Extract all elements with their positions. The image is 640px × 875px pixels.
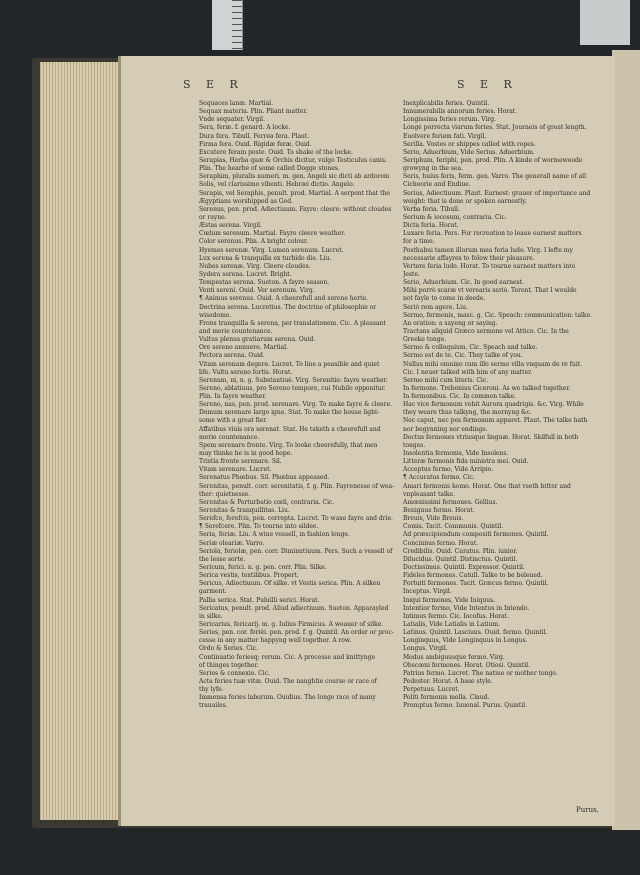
dictionary-line: Sericum, ferici. n. g. pen. corr. Plin. Silke.: [199, 564, 327, 572]
dictionary-line: or rayne.: [199, 213, 227, 221]
measuring-ruler-left: [212, 0, 243, 50]
dictionary-line: Inceptus. Virgil.: [403, 588, 452, 596]
dictionary-line: An oration: a sayeng or saying.: [403, 319, 498, 327]
dictionary-line: Ad præscipiendum compositi fermones. Quintil.: [403, 531, 549, 539]
dictionary-line: tonges.: [403, 441, 426, 449]
dictionary-line: Sericatus, penult. prod. Aliud adiectiuum. Sueton. Apparayled: [199, 604, 389, 612]
dictionary-line: Pedester. Horat. A base style.: [403, 677, 493, 685]
dictionary-line: and merie countenance.: [199, 327, 273, 335]
dictionary-line: Greeke tonge.: [403, 336, 447, 344]
dictionary-line: Dicta feria. Horat.: [403, 222, 459, 230]
dictionary-line: Color serenus. Plin. A bright colour.: [199, 238, 309, 246]
dictionary-line: Serio, Aduerbium, Vide Serius. Aduerbium.: [403, 148, 535, 156]
dictionary-line: Modus ambiguusque fermo. Virg.: [403, 653, 505, 661]
dictionary-line: Acta feries tuæ vitæ. Ouid. The naughtie course or race of: [199, 677, 377, 685]
running-head-left: S E R: [183, 78, 244, 91]
dictionary-line: Benignus fermo. Horat.: [403, 507, 475, 515]
measuring-ruler-right: [580, 0, 630, 45]
dictionary-line: Euolvere feriem fati. Virgil.: [403, 132, 487, 140]
dictionary-line: Jeste.: [403, 270, 420, 278]
dictionary-line: In fermonibus. Cic. In common talke.: [403, 393, 517, 401]
dictionary-line: Serefco, ferefcis, pen. correpta. Lucret. To waxe fayre and drie.: [199, 515, 393, 523]
dictionary-line: Intentior fermo, Vide Intentus in Intendo.: [403, 604, 530, 612]
dictionary-line: Innumerabilis annorum feries. Horat.: [403, 108, 518, 116]
dictionary-line: Promptus fermo. Iuuenal. Purus. Quintil.: [403, 702, 528, 710]
dictionary-line: Serenitas, penult. corr. serenitatis, f. g. Plin. Fayrenesse of wea-: [199, 482, 395, 490]
dictionary-line: Politi fermonis mella. Claud.: [403, 694, 490, 702]
dictionary-line: Fideles fermones. Catull. Talke to be beleued.: [403, 572, 543, 580]
dictionary-line: vnpleasant talke.: [403, 490, 455, 498]
dictionary-line: Seriæ oleariæ. Varro.: [199, 539, 265, 547]
dictionary-line: Credibilis. Ouid. Curatus. Plin. iunior.: [403, 547, 518, 555]
dictionary-line: Dilucidus. Quintil. Distinctus. Quintil.: [403, 555, 518, 563]
dictionary-line: Vnde sequater. Virgil.: [199, 116, 265, 124]
dictionary-line: Frons tranquilla & serena, per translationem. Cic. A pleasant: [199, 319, 386, 327]
dictionary-line: Posthabui tamen illorum mea feria ludo. Virg. I lefte my: [403, 246, 573, 254]
dictionary-line: Sequaces lanæ. Martial.: [199, 100, 273, 107]
dictionary-line: Mihi porrò scaræ vt verearis seriò. Terent. That I woulde: [403, 287, 577, 295]
catchword: Purus,: [576, 806, 599, 814]
dictionary-line: Longissima feries rerum. Virg.: [403, 116, 496, 124]
dictionary-line: Sera, feræ. f. genard. A locke.: [199, 124, 291, 132]
dictionary-line: Intimus fermo. Cic. Iocofus. Horat.: [403, 612, 509, 620]
dictionary-line: Insolentia fermonis, Vide Insolens.: [403, 450, 509, 458]
dictionary-line: Pectora serena. Ouid.: [199, 352, 265, 360]
dictionary-line: Sericus, Adiectiuum. Of silke. vt Vestis serica. Plin. A silken: [199, 580, 381, 588]
dictionary-line: Inexplicabilis feries. Quintil.: [403, 100, 490, 107]
dictionary-line: Fortuiti fermones. Tacit. Græcus fermo. Quintil.: [403, 580, 549, 588]
dictionary-line: Iniqui fermones, Vide Iniquus.: [403, 596, 496, 604]
dictionary-line: Domum serenare largo igne. Stat. To make the house light-: [199, 409, 380, 417]
dictionary-line: Venti sereni. Ouid. Ver serenum. Virg.: [199, 287, 315, 295]
dictionary-line: some with a great fier.: [199, 417, 268, 425]
dictionary-line: Serilla. Vostes or shippes called with ropes.: [403, 140, 536, 148]
dictionary-line: Verba feria. Tibull.: [403, 205, 460, 213]
dictionary-line: Perpetuus. Lucret.: [403, 686, 460, 694]
dictionary-line: Obscœni fermones. Horat. Otiosi. Quintil.: [403, 661, 530, 669]
dictionary-line: may thinke he is in good hope.: [199, 450, 293, 458]
dictionary-line: Cœlum serenum. Martial. Fayre cleere weather.: [199, 230, 346, 238]
dictionary-line: Serio, Aduerbium. Cic. In good earnest.: [403, 279, 524, 287]
dictionary-line: Doctissimus. Quintil. Expressor. Quintil.: [403, 564, 525, 572]
dictionary-line: Tempestas serena. Sueton. A fayre season.: [199, 279, 330, 287]
dictionary-line: cesse in any matter happyng well together. A row.: [199, 637, 352, 645]
dictionary-line: weight: that is done or spoken earnestly.: [403, 197, 527, 205]
dictionary-line: In fermone. Trebonius Ciceroni. As we talked together.: [403, 384, 571, 392]
dictionary-line: Vitam serenam degere. Lucret. To line a peasible and quiet: [199, 360, 380, 368]
dictionary-line: Latialis, Vide Latialis in Latium.: [403, 621, 500, 628]
dictionary-line: Litteræ fermonis fida ministra mei. Ouid.: [403, 458, 529, 466]
dictionary-line: Affatibus viuis ora serenat. Stat. He taketh a cheerefull and: [199, 425, 381, 433]
dictionary-line: merie countenance.: [199, 433, 260, 441]
dictionary-line: Vultus plenus gratiarum serena. Ouid.: [199, 336, 316, 344]
dictionary-line: Breuis, Vide Breuis.: [403, 515, 464, 523]
dictionary-line: ¶ Accuratus fermo. Cic.: [403, 474, 475, 482]
dictionary-line: garment.: [199, 588, 227, 596]
dictionary-line: life. Vultu sereno fortis. Horat.: [199, 368, 293, 376]
dictionary-line: Nullus mihi omnino cum illo sermo villa vnquam de re fuit.: [403, 360, 583, 368]
dictionary-line: Patrius fermo. Lucret. The natiue or mother tonge.: [403, 669, 558, 677]
dictionary-line: Serenitas & Perturbatio cœli, contraria. Cic.: [199, 498, 335, 506]
dictionary-line: Sermo est de te. Cic. They talke of you.: [403, 352, 523, 360]
dictionary-line: Serenum, ni, n. g. Substantiuè. Virg. Serenitie: fayre weather.: [199, 376, 388, 384]
dictionary-line: Vertere feria ludo. Horat. To tourne earnest matters into: [403, 262, 576, 270]
dictionary-line: Seriò rem agere. Liu.: [403, 303, 468, 311]
dictionary-line: Tristia fronte serenare. Sil.: [199, 458, 282, 466]
dictionary-line: Immensa feries laborum. Ouidius. The longe race of many: [199, 694, 376, 702]
dictionary-line: Longinquus, Vide Longinquus in Longus.: [403, 637, 528, 645]
dictionary-line: trauailes.: [199, 702, 228, 710]
dictionary-line: not fayle to come in deede.: [403, 295, 486, 303]
dictionary-line: Serenitas & tranquillitas. Liu.: [199, 507, 290, 515]
dictionary-line: of thinges together.: [199, 661, 259, 669]
dictionary-line: Serius, Adiectiuum. Plaut. Earnest: grauer of importance and: [403, 189, 591, 197]
dictionary-line: Serenus, pen. prod. Adiectiuum. Fayre: cleere: without cloudes: [199, 205, 392, 213]
dictionary-line: Sereno, nas, pen. prod. serenare. Virg. To make fayre & cleere.: [199, 401, 393, 409]
dictionary-line: Serium & iocosum, contraria. Cic.: [403, 213, 507, 221]
dictionary-line: Hyemes serenæ. Virg. Lumen serenum. Lucret.: [199, 246, 344, 254]
dictionary-line: for a time.: [403, 238, 435, 246]
dictionary-line: Seriola, feriolæ, pen. corr. Diminutiuum. Pers. Such a vessell of: [199, 547, 393, 555]
dictionary-line: Amœnissimi fermones. Gellius.: [403, 498, 498, 506]
dictionary-line: Sermo mihi cum literis. Cic.: [403, 376, 489, 384]
page-edges: [40, 62, 128, 820]
dictionary-line: Latinus. Quintil. Lasciuus. Ouid. fermo. Quintil.: [403, 629, 548, 637]
dictionary-line: Nubes serenæ. Virg. Cleere cloudes.: [199, 262, 311, 270]
dictionary-line: Longus. Virgil.: [403, 645, 448, 653]
dictionary-line: Pallia serica. Stat. Puluilli serici. Horat.: [199, 596, 320, 604]
dictionary-line: Tractans aliquid Græco sermone vel Attico. Cic. In the: [403, 327, 569, 335]
dictionary-line: Sermo & colloquium. Cic. Speach and talke.: [403, 344, 538, 352]
book-page: [118, 56, 615, 826]
dictionary-line: Plin. In fayre weather.: [199, 393, 267, 401]
dictionary-line: ther: quietnesse.: [199, 490, 251, 498]
dictionary-line: Ægyptians worshipped as God.: [199, 197, 294, 205]
dictionary-line: Amari fermonis homo. Horat. One that vseth bitter and: [403, 482, 571, 490]
dictionary-line: growyng in the sea.: [403, 165, 463, 173]
dictionary-line: Spem serenare fronte. Virg. To looke cheerefully, that men: [199, 441, 378, 449]
dictionary-line: Solis, vel clarissimo vibenti. Hebræi dictio. Angelo.: [199, 181, 355, 189]
dictionary-line: Excutere feram poste. Ouid. To shake of the locke.: [199, 148, 353, 156]
dictionary-line: Seriphum, feriphi, pen. prod. Plin. A kinde of wormewoode: [403, 156, 583, 164]
dictionary-line: Firma fera. Ouid. Rigidæ feræ. Ouid.: [199, 140, 312, 148]
dictionary-line: Continuatio feriesq; rerum. Cic. A processe and knittynge: [199, 653, 376, 661]
dictionary-line: Sericarius, fericarij. m. g. Iulius Firmicus. A weauer of silke.: [199, 621, 384, 628]
dictionary-line: Lux serena & tranquilla ex turbido die. Liu.: [199, 254, 332, 262]
dictionary-line: wisedome.: [199, 311, 232, 319]
dictionary-line: Acceptus fermo, Vide Arripio.: [403, 466, 494, 474]
dictionary-line: in silke.: [199, 612, 223, 620]
right-column: [403, 100, 592, 711]
dictionary-line: Series & connexio. Cic.: [199, 669, 270, 677]
dictionary-line: Dura fera. Tibull. Ferrea fera. Plaut.: [199, 132, 310, 140]
left-column: [199, 100, 394, 711]
dictionary-line: Comis. Tacit. Communis. Quintil.: [403, 523, 504, 531]
dictionary-line: Ordo & Series. Cic.: [199, 645, 259, 653]
dictionary-line: Series, pen. cor. feriêi. pen. prod. f. g. Quintil. An order or proc-: [199, 629, 394, 637]
dictionary-line: Serapis, vel Seraphis, penult. prod. Martial. A serpent that the: [199, 189, 390, 197]
dictionary-line: Vitam serenare. Lucret.: [199, 466, 272, 474]
dictionary-line: Serapias, Herba quæ & Orchis dicitur, vulgò Testiculus canis.: [199, 156, 387, 164]
dictionary-line: ¶ Animus serenus. Ouid. A cheerefull and serene herte.: [199, 295, 368, 303]
dictionary-line: nor begynning nor endinge.: [403, 425, 488, 433]
dictionary-line: Seraphim, pluralis numeri. m. gen. Angeli sic dicti ab ardorem: [199, 173, 390, 181]
dictionary-line: Serenatus Phœbus. Sil. Phœbus appeased.: [199, 474, 330, 482]
facing-page-edge: [612, 50, 640, 830]
dictionary-line: the lesse sorte.: [199, 555, 246, 563]
dictionary-line: Sereno, ablatiuus, pro Sereno tempore, cui Nubilo opponitur.: [199, 384, 386, 392]
dictionary-line: Cic. I neuer talked with him of any matter.: [403, 368, 533, 376]
running-head-right: S E R: [457, 78, 518, 91]
dictionary-line: thy lyfe.: [199, 686, 224, 694]
dictionary-line: Doctus fermones vtriusque linguæ. Horat. Skilfull in both: [403, 433, 579, 441]
dictionary-line: Sequax materia. Plin. Pliant matter.: [199, 108, 308, 116]
dictionary-line: Sermo, fermonis, masc. g. Cic. Speach: communication: talke.: [403, 311, 593, 319]
dictionary-line: Cicheorie and Endiue.: [403, 181, 471, 189]
dictionary-line: Serica vestis, textilibus. Propert.: [199, 572, 299, 580]
dictionary-line: Hac vice fermonum vehit Aurora quadrigis. &c. Virg. While: [403, 401, 584, 409]
dictionary-line: Seria, feriæ. Liu. A wine vessell, in fashion longe.: [199, 531, 350, 539]
dictionary-line: Ore sereno annuere. Martial.: [199, 344, 288, 352]
dictionary-line: ¶ Serefcere. Plin. To tourne into sildee.: [199, 523, 319, 531]
dictionary-line: Plin. The hearbe of some called Dogge stones.: [199, 165, 340, 173]
dictionary-line: Seris, huius feris, ferm. gen. Varro. The generall name of all: [403, 173, 586, 181]
dictionary-line: Luxare feria. Pers. For recreation to leaue earnest matters: [403, 230, 582, 238]
dictionary-line: Nec caput, nec pes fermonum apparet. Plaut. The talke hath: [403, 417, 588, 425]
dictionary-line: Longè porrecta viarum feries. Stat. Journeis of great length.: [403, 124, 587, 132]
dictionary-line: necessarie affayres to folow their pleasure.: [403, 254, 535, 262]
dictionary-line: Sydera serena. Lucret. Bright.: [199, 270, 292, 278]
dictionary-line: Doctrina serena. Lucretius. The doctrine of philosophie or: [199, 303, 377, 311]
dictionary-line: they weare thus talkyng, the mornyng &c.: [403, 409, 532, 417]
dictionary-line: Concinnus fermo. Horat.: [403, 539, 479, 547]
dictionary-line: Æstas serena. Virgil.: [199, 222, 262, 230]
